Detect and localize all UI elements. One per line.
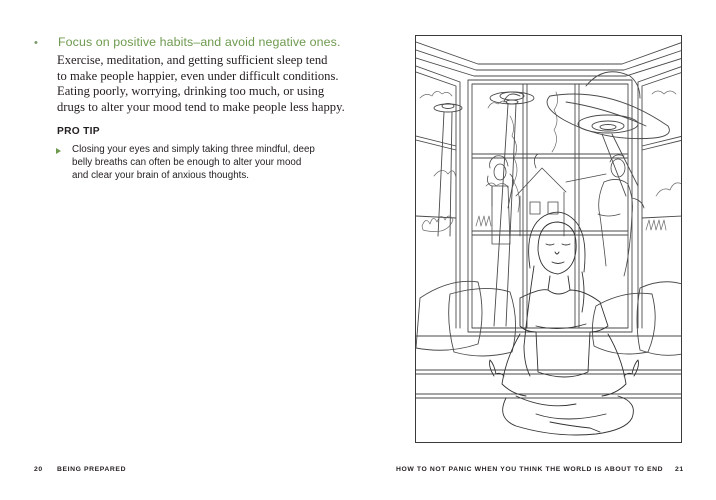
tip-line: Closing your eyes and simply taking three mindful, deep bbox=[72, 144, 315, 155]
triangle-right-icon bbox=[56, 148, 61, 154]
pro-tip-text bbox=[72, 143, 315, 183]
body-line: to make people happier, even under difficult conditions. bbox=[57, 68, 339, 83]
bushes bbox=[422, 216, 666, 232]
meditation-ufo-illustration bbox=[415, 35, 682, 443]
house bbox=[516, 154, 606, 236]
ufo-large bbox=[547, 72, 669, 196]
running-footer-right: HOW TO NOT PANIC WHEN YOU THINK THE WORLD IS ABOUT TO END bbox=[396, 466, 664, 473]
pro-tip-heading: PRO TIP bbox=[57, 126, 100, 137]
tree-outlines bbox=[420, 91, 682, 212]
page-number-left: 20 bbox=[34, 466, 43, 473]
bullet-body bbox=[57, 53, 347, 116]
meditating-woman bbox=[490, 212, 639, 435]
body-line: drugs to alter your mood tend to make people less happy. bbox=[57, 100, 345, 115]
body-line: Exercise, meditation, and getting sufficient sleep tend bbox=[57, 53, 328, 67]
tip-line: belly breaths can often be enough to alter your mood bbox=[72, 157, 302, 169]
bullet-heading: Focus on positive habits–and avoid negative ones. bbox=[58, 35, 341, 49]
tip-line: and clear your brain of anxious thoughts. bbox=[72, 170, 249, 182]
body-line: Eating poorly, worrying, drinking too much, or using bbox=[57, 84, 325, 99]
fleeing-person-right bbox=[598, 155, 644, 276]
page-number-right: 21 bbox=[675, 466, 684, 473]
window-seat bbox=[416, 336, 682, 398]
bullet-marker: • bbox=[34, 37, 38, 49]
running-footer-left: BEING PREPARED bbox=[57, 466, 127, 473]
bay-window-frame-lines bbox=[416, 42, 682, 332]
